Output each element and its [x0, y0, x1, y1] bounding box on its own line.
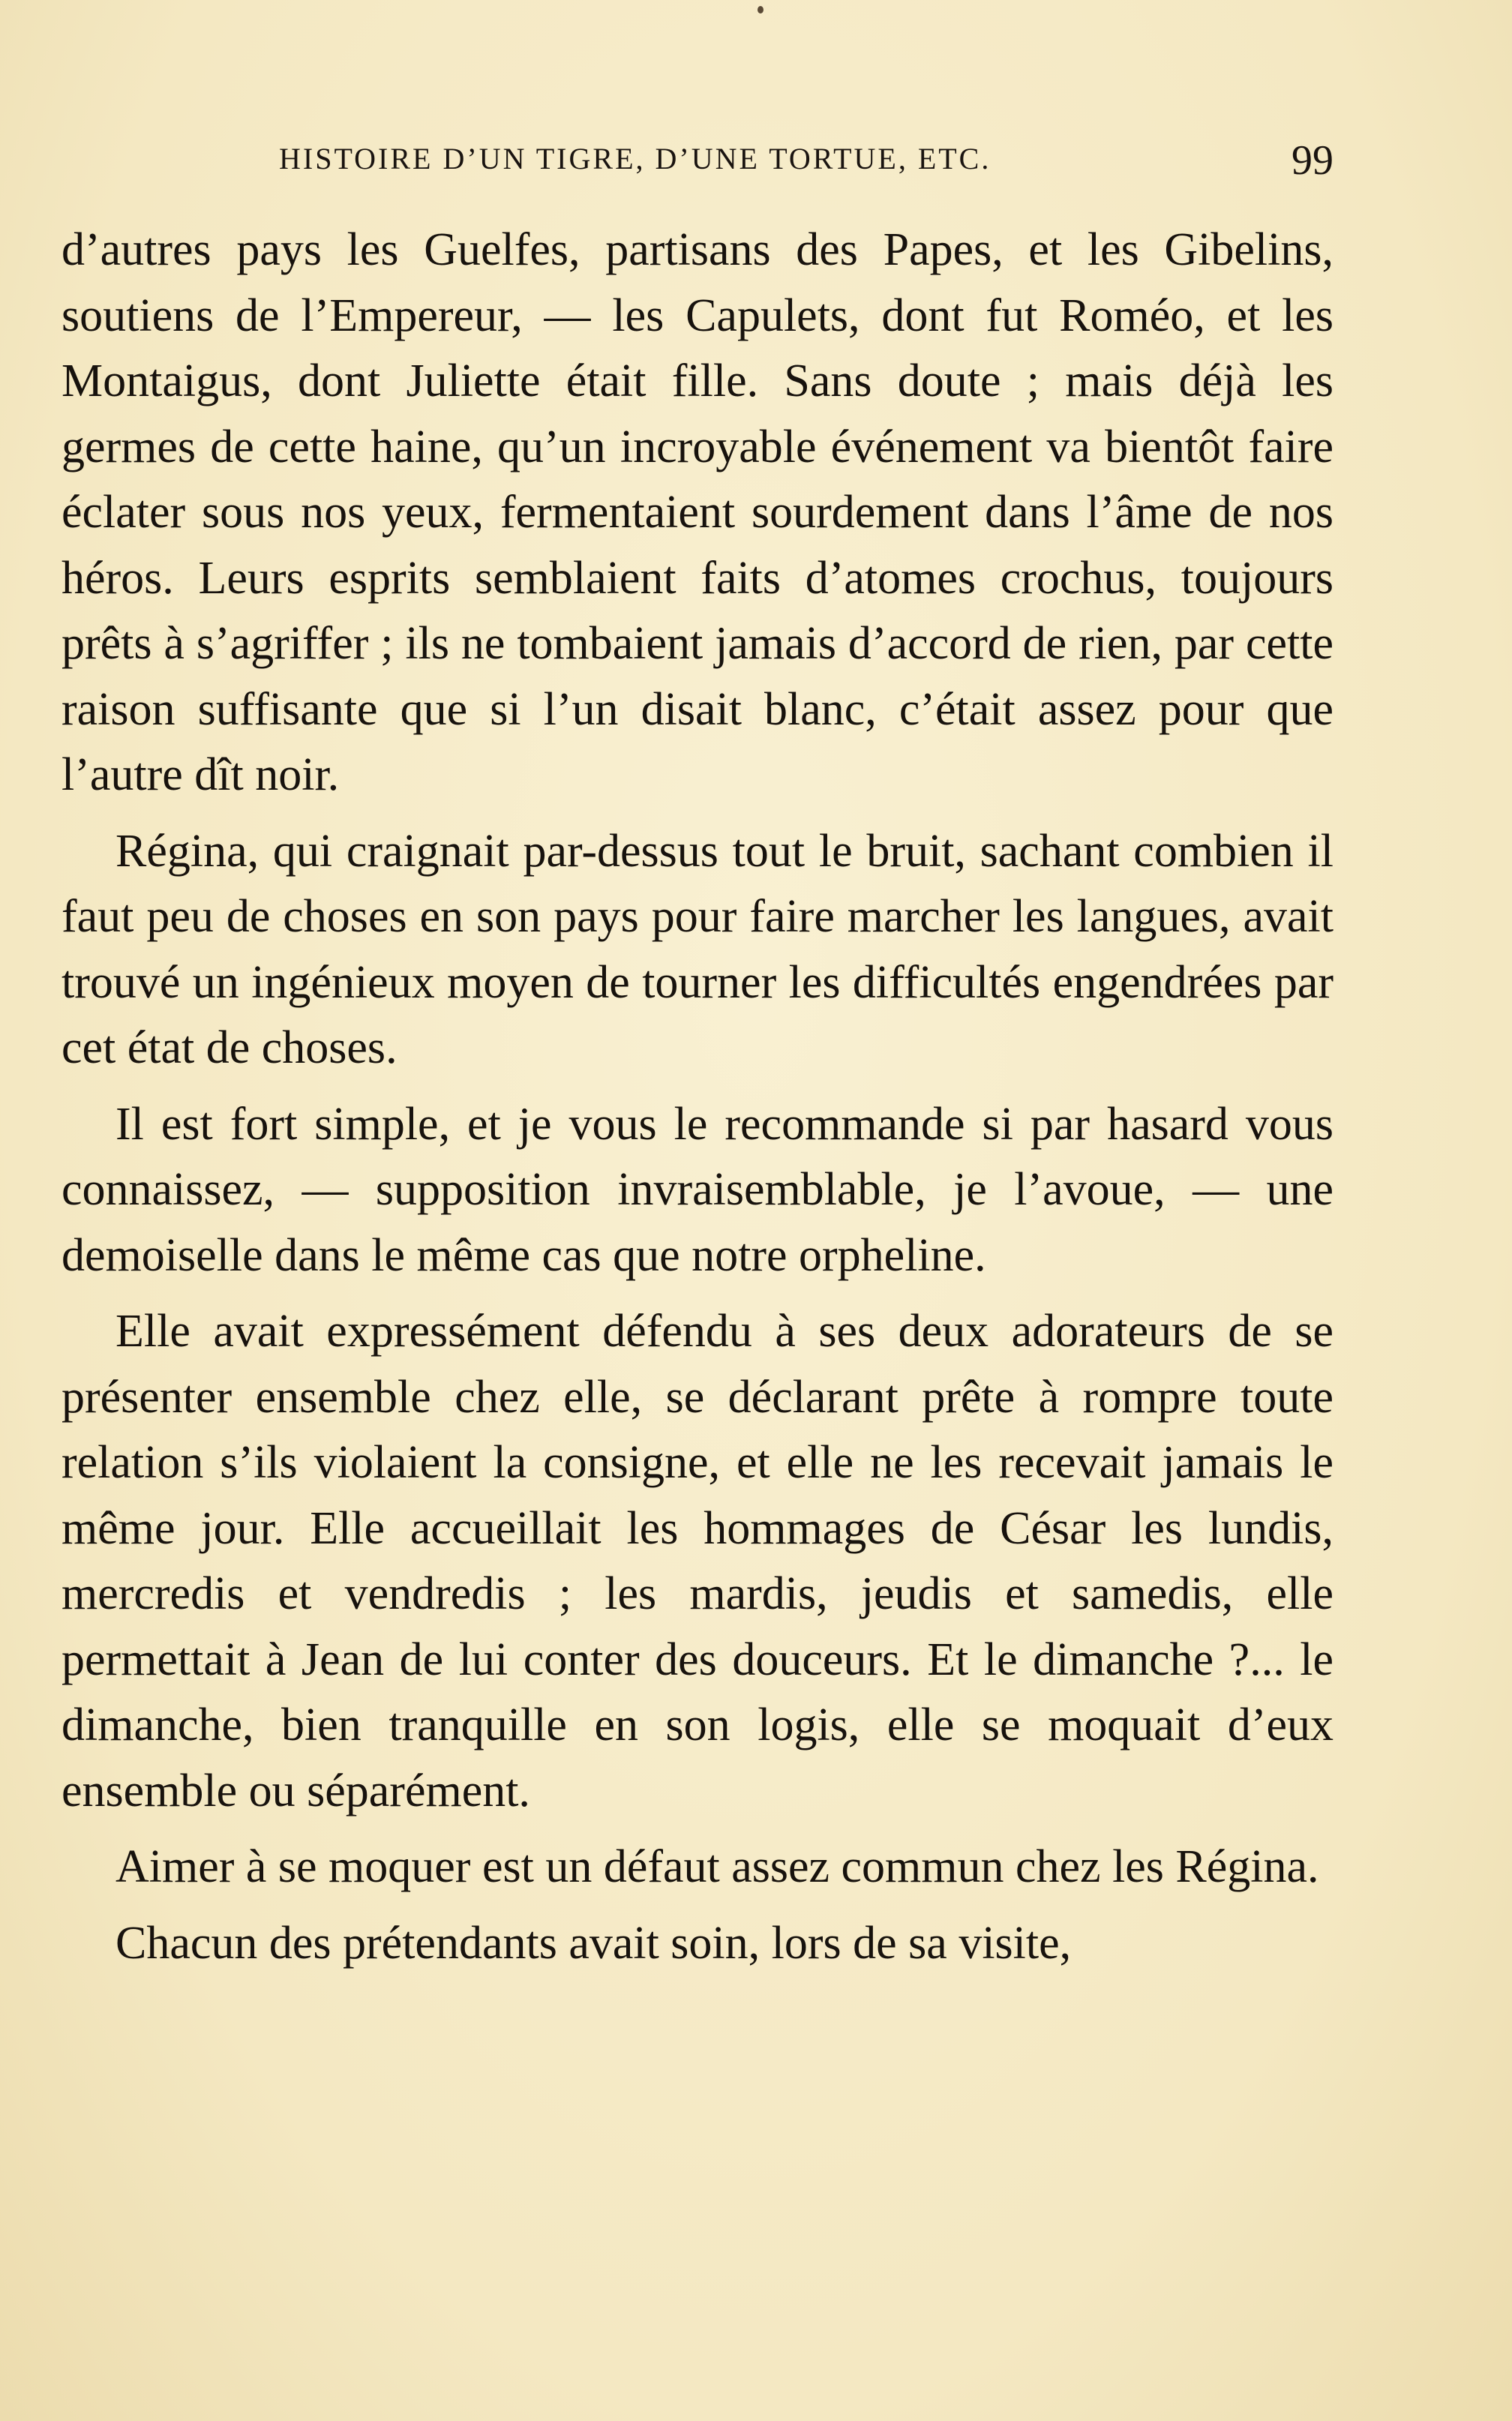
running-title: HISTOIRE D’UN TIGRE, D’UNE TORTUE, ETC.	[279, 142, 992, 176]
paragraph-continued: d’autres pays les Guelfes, partisans des Papes, et les Gibelins, soutiens de l’Empereur, — les Capulets, dont fut Roméo, et les Montaigus, dont Juliette était fille. Sans doute ; mais déjà les germes de cette haine, qu’un incroyable événement va bientôt faire éclater sous nos yeux, fermentaient sourdement dans l’âme de nos héros. Leurs esprits semblaient faits d’atomes crochus, toujours prêts à s’agriffer ; ils ne tombaient jamais d’accord de rien, par cette raison suffisante que si l’un disait blanc, c’était assez pour que l’autre dît noir.	[62, 224, 1334, 800]
body-text	[62, 218, 1334, 1976]
ink-speck	[758, 6, 764, 14]
paragraph: Chacun des prétendants avait soin, lors de sa visite,	[116, 1917, 1072, 1969]
paragraph: Il est fort simple, et je vous le recommande si par hasard vous connaissez, — supposition invraisemblable, je l’avoue, — une demoiselle dans le même cas que notre orpheline.	[62, 1098, 1334, 1281]
paragraph: Elle avait expressément défendu à ses deux adorateurs de se présenter ensemble chez elle, se déclarant prête à rompre toute relation s’ils violaient la consigne, et elle ne les recevait jamais le même jour. Elle accueillait les hommages de César les lundis, mercredis et vendredis ; les mardis, jeudis et samedis, elle permettait à Jean de lui conter des douceurs. Et le dimanche ?... le dimanche, bien tranquille en son logis, elle se moquait d’eux ensemble ou séparément.	[62, 1306, 1334, 1816]
page-number: 99	[1292, 137, 1334, 184]
paragraph: Aimer à se moquer est un défaut assez commun chez les Régina.	[116, 1841, 1319, 1892]
page-header	[279, 136, 1334, 189]
paragraph: Régina, qui craignait par-dessus tout le bruit, sachant combien il faut peu de choses en son pays pour faire marcher les langues, avait trouvé un ingénieux moyen de tourner les difficultés engendrées par cet état de choses.	[62, 825, 1334, 1073]
